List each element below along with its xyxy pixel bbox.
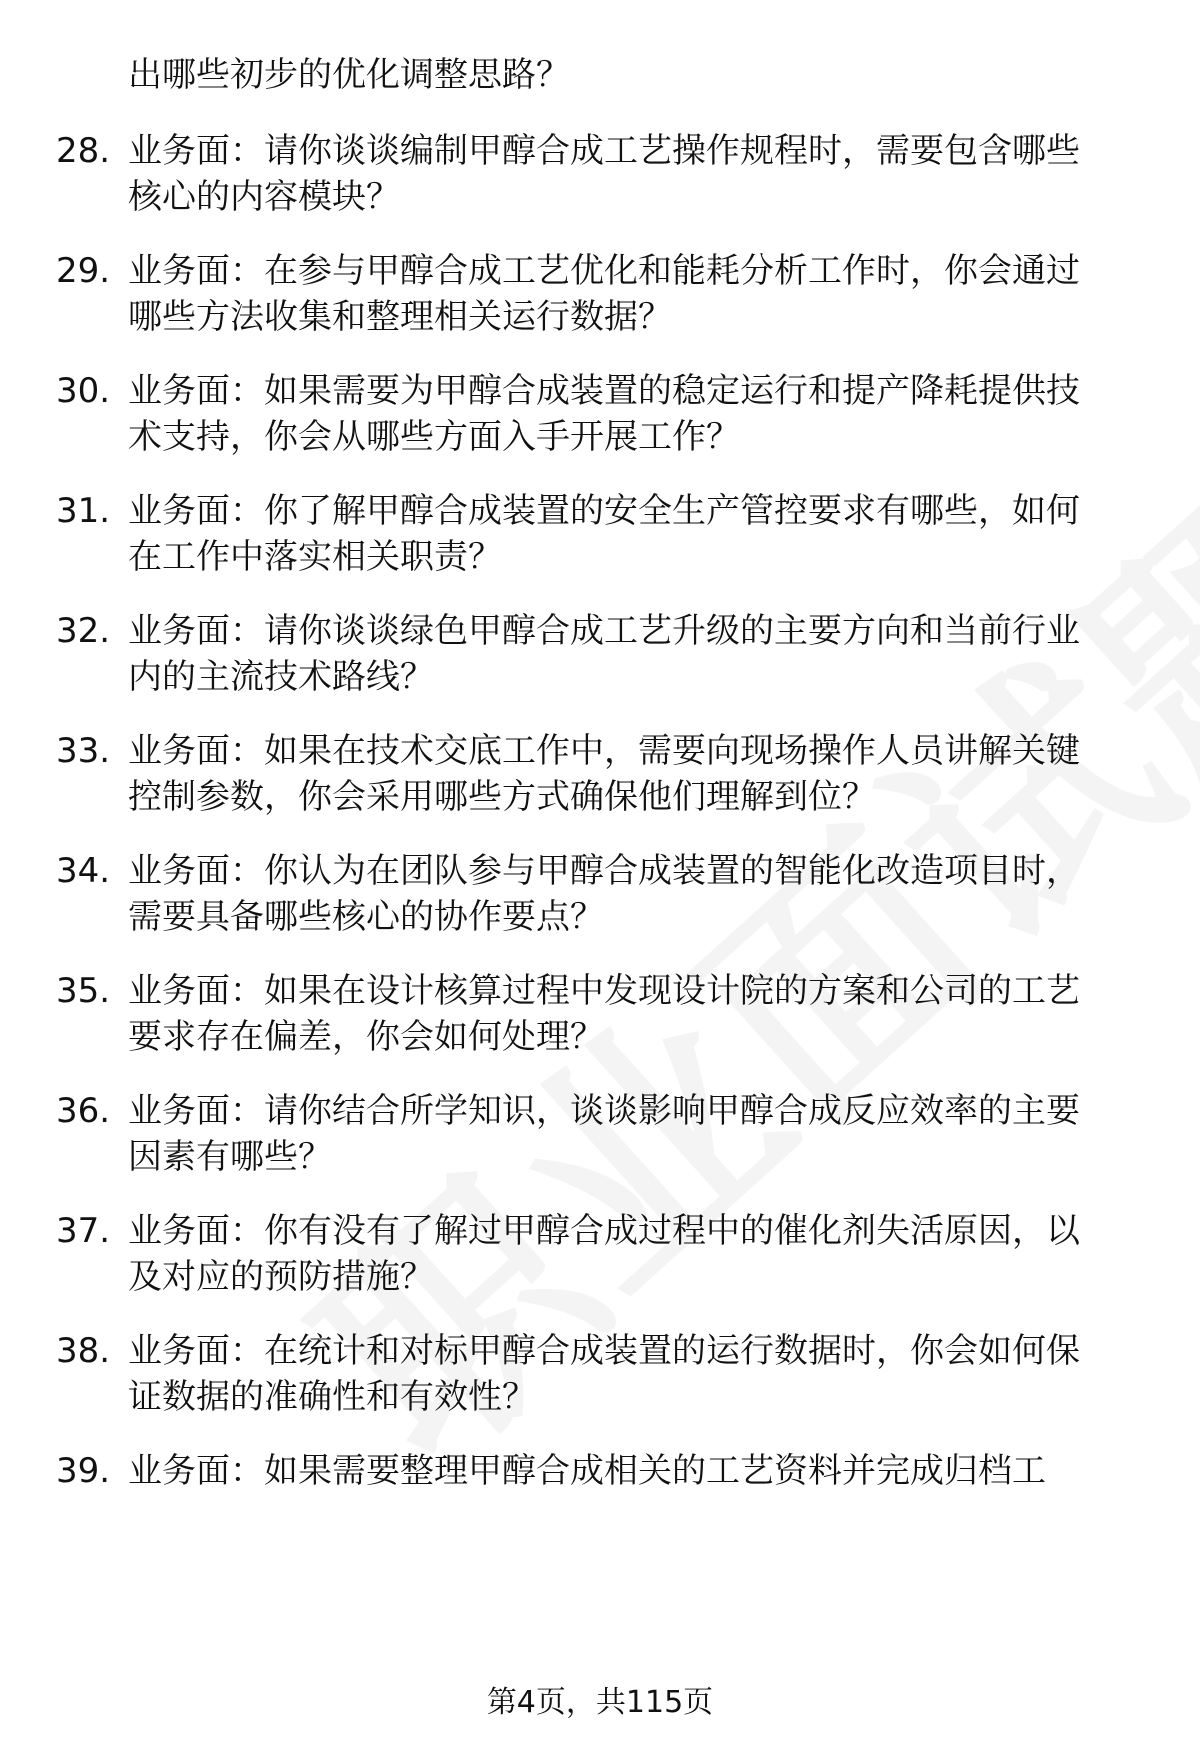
question-text: [128, 1328, 1138, 1420]
question-text: [128, 1208, 1138, 1300]
question-number: 39.: [56, 1451, 111, 1491]
question-number: 35.: [56, 971, 111, 1011]
question-number: 30.: [56, 371, 111, 411]
question-number: 38.: [56, 1331, 111, 1371]
question-line: 证数据的准确性和有效性？: [128, 1377, 536, 1417]
question-number: 31.: [56, 491, 111, 531]
question-line: 业务面：如果需要为甲醇合成装置的稳定运行和提产降耗提供技: [128, 371, 1080, 411]
question-line: 业务面：在参与甲醇合成工艺优化和能耗分析工作时，你会通过: [128, 251, 1080, 291]
question-text: [128, 128, 1138, 220]
question-text: [128, 1448, 1138, 1494]
question-number: 36.: [56, 1091, 111, 1131]
question-text: [128, 1088, 1138, 1180]
question-number: 34.: [56, 851, 111, 891]
question-line: 术支持，你会从哪些方面入手开展工作？: [128, 417, 740, 457]
question-number: 32.: [56, 611, 111, 651]
question-line: 业务面：你了解甲醇合成装置的安全生产管控要求有哪些，如何: [128, 491, 1080, 531]
question-number: 28.: [56, 131, 111, 171]
question-line: 业务面：请你谈谈编制甲醇合成工艺操作规程时，需要包含哪些: [128, 131, 1080, 171]
question-text: [128, 488, 1138, 580]
question-text: [128, 728, 1138, 820]
question-text: [128, 968, 1138, 1060]
question-line: 业务面：如果在技术交底工作中，需要向现场操作人员讲解关键: [128, 731, 1080, 771]
question-line: 业务面：在统计和对标甲醇合成装置的运行数据时，你会如何保: [128, 1331, 1080, 1371]
question-line: 业务面：你有没有了解过甲醇合成过程中的催化剂失活原因，以: [128, 1211, 1080, 1251]
question-text: [128, 248, 1138, 340]
question-number: 33.: [56, 731, 111, 771]
question-line: 需要具备哪些核心的协作要点？: [128, 897, 604, 937]
question-line: 控制参数，你会采用哪些方式确保他们理解到位？: [128, 777, 876, 817]
question-line: 及对应的预防措施？: [128, 1257, 434, 1297]
question-line: 出哪些初步的优化调整思路？: [128, 55, 570, 95]
question-number: 29.: [56, 251, 111, 291]
question-line: 业务面：请你结合所学知识，谈谈影响甲醇合成反应效率的主要: [128, 1091, 1080, 1131]
question-text: [128, 608, 1138, 700]
page-footer: 第4页，共115页: [486, 1685, 714, 1720]
question-line: 业务面：如果需要整理甲醇合成相关的工艺资料并完成归档工: [128, 1451, 1046, 1491]
question-text: [128, 52, 1138, 98]
question-line: 业务面：如果在设计核算过程中发现设计院的方案和公司的工艺: [128, 971, 1080, 1011]
question-line: 哪些方法收集和整理相关运行数据？: [128, 297, 672, 337]
question-line: 要求存在偏差，你会如何处理？: [128, 1017, 604, 1057]
question-line: 业务面：请你谈谈绿色甲醇合成工艺升级的主要方向和当前行业: [128, 611, 1080, 651]
question-line: 核心的内容模块？: [128, 177, 400, 217]
question-text: [128, 368, 1138, 460]
question-number: 37.: [56, 1211, 111, 1251]
question-line: 在工作中落实相关职责？: [128, 537, 502, 577]
question-line: 业务面：你认为在团队参与甲醇合成装置的智能化改造项目时，: [128, 851, 1080, 891]
question-text: [128, 848, 1138, 940]
question-line: 因素有哪些？: [128, 1137, 332, 1177]
question-line: 内的主流技术路线？: [128, 657, 434, 697]
